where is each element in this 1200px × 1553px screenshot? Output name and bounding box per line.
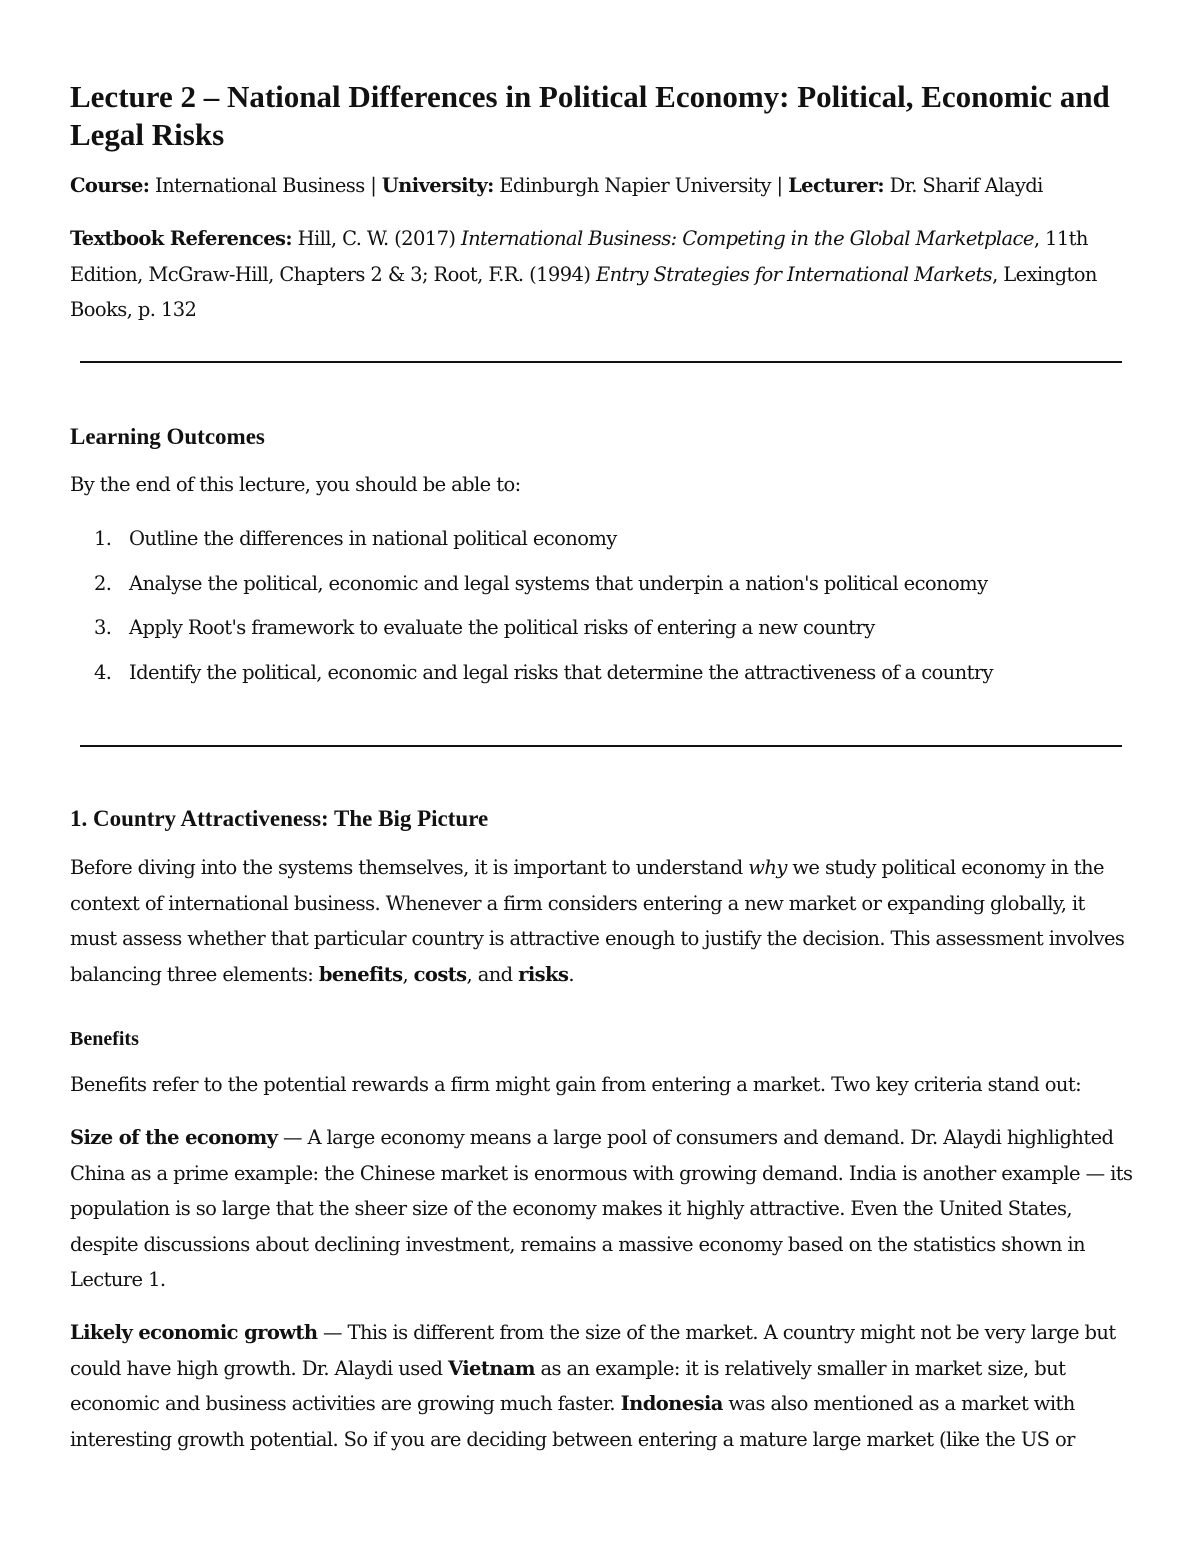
textbook-references: [70, 221, 1135, 328]
root-publisher: , Lexington Books, p. 132: [70, 262, 1097, 321]
list-number: 1.: [94, 527, 112, 550]
benefits-heading: Benefits: [70, 1028, 139, 1050]
list-number: 4.: [94, 661, 112, 685]
list-item: [70, 521, 1130, 566]
growth-text: was also mentioned as a market with interesting growth potential. So if you are deciding between entering a mature large market (like the US or: [70, 1392, 1075, 1451]
hill-citation: Hill, C. W. (2017): [291, 227, 461, 250]
term-risks: risks: [518, 962, 569, 986]
divider: [80, 745, 1122, 747]
learning-outcomes-heading: Learning Outcomes: [70, 424, 265, 449]
course-label: Course:: [70, 174, 150, 197]
size-of-economy-paragraph: [70, 1120, 1135, 1298]
hill-book-title: International Business: Competing in the Global Marketplace: [461, 227, 1034, 250]
list-number: 3.: [94, 616, 112, 640]
size-label: Size of the economy: [70, 1126, 278, 1149]
intro-text: we study political economy in the context of international business. Whenever a firm considers entering a new market or expanding globally, it must assess whether that particular country is attractive enough to justify the decision. This assessment involves balancing three elements:: [70, 856, 1125, 986]
growth-text: as an example: it is relatively smaller in market size, but economic and business activities are growing much faster.: [70, 1356, 1066, 1415]
hill-edition: , 11th Edition, McGraw-Hill, Chapters 2 & 3; Root, F.R. (1994): [70, 227, 1088, 286]
lecturer-value: Dr. Sharif Alaydi: [884, 174, 1043, 197]
course-meta: [70, 168, 1130, 203]
term-indonesia: Indonesia: [620, 1392, 723, 1415]
economic-growth-paragraph: [70, 1315, 1135, 1457]
intro-text: , and: [466, 962, 519, 986]
list-text: Analyse the political, economic and legal systems that underpin a nation's political economy: [129, 571, 988, 595]
list-item: [70, 610, 1130, 655]
growth-label: Likely economic growth: [70, 1321, 318, 1344]
section-intro-paragraph: [70, 850, 1135, 992]
list-text: Apply Root's framework to evaluate the political risks of entering a new country: [129, 616, 875, 640]
list-text: Outline the differences in national political economy: [129, 527, 617, 550]
intro-text: Before diving into the systems themselves, it is important to understand: [70, 856, 749, 879]
emphasis-why: why: [748, 856, 787, 879]
intro-text: ,: [402, 962, 414, 986]
learning-outcomes-intro: By the end of this lecture, you should be able to:: [70, 473, 521, 496]
references-label: Textbook References:: [70, 227, 292, 250]
page-title: Lecture 2 – National Differences in Political Economy: Political, Economic and Legal Risks: [70, 79, 1110, 152]
term-benefits: benefits: [318, 962, 403, 986]
size-text: — A large economy means a large pool of consumers and demand. Dr. Alaydi highlighted China as a prime example: the Chinese market is enormous with growing demand. India is another example — its population is so large that the sheer size of the economy makes it highly attractive. Even the United States, despite discussions about declining investment, remains a massive economy based on the statistics shown in Lecture 1.: [70, 1126, 1133, 1291]
divider: [80, 361, 1122, 363]
growth-text: — This is different from the size of the market. A country might not be very large but could have high growth. Dr. Alaydi used: [70, 1321, 1116, 1380]
intro-text: .: [568, 962, 574, 986]
term-vietnam: Vietnam: [448, 1356, 535, 1380]
lecturer-label: Lecturer:: [788, 174, 884, 197]
benefits-intro: Benefits refer to the potential rewards a firm might gain from entering a market. Two key criteria stand out:: [70, 1073, 1082, 1096]
root-book-title: Entry Strategies for International Markets: [595, 262, 993, 286]
list-item: [70, 566, 1130, 611]
university-label: University:: [381, 174, 494, 197]
list-item: [70, 655, 1130, 700]
university-value: Edinburgh Napier University |: [493, 174, 789, 197]
section-heading: 1. Country Attractiveness: The Big Picture: [70, 806, 489, 831]
term-costs: costs: [413, 962, 467, 986]
list-number: 2.: [94, 571, 112, 595]
course-value: International Business |: [149, 174, 382, 197]
learning-outcomes-list: [70, 521, 1130, 700]
list-text: Identify the political, economic and legal risks that determine the attractiveness of a country: [129, 661, 993, 685]
